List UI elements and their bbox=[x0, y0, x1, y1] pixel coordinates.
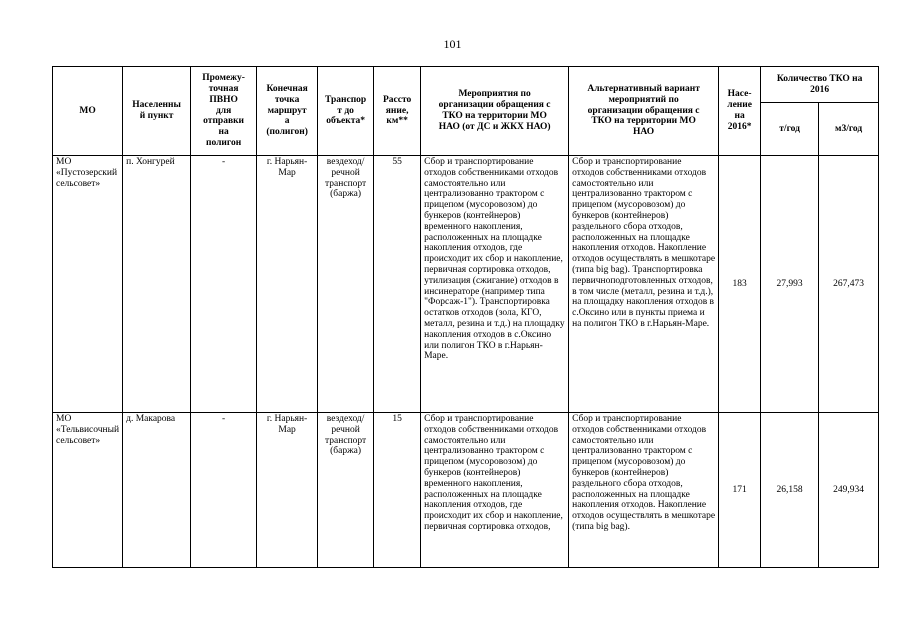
cell-measures: Сбор и транспортирование отходов собственниками отходов самостоятельно или централизованно трактором с прицепом (мусоровозом) до бункеров (контейнеров) временного накопления, расположенных на площадке накопления отходов, где происходит их сбор и накопление, первичная сортировка отходов, bbox=[421, 413, 569, 568]
table-row bbox=[53, 156, 879, 413]
cell-settlement: д. Макарова bbox=[123, 413, 191, 568]
table-row bbox=[53, 413, 879, 568]
cell-population: 183 bbox=[719, 156, 761, 413]
header-population: Насе- ление на 2016* bbox=[719, 67, 761, 156]
cell-alternative: Сбор и транспортирование отходов собственниками отходов самостоятельно или централизованно трактором с прицепом (мусоровозом) до бункеров (контейнеров) раздельного сбора отходов, расположенных на площадке накопления отходов. Накопление отходов осуществлять в мешкотаре (типа big bag). bbox=[569, 413, 719, 568]
header-t-year: т/год bbox=[761, 103, 819, 156]
cell-t-year: 26,158 bbox=[761, 413, 819, 568]
cell-m3-year: 249,934 bbox=[819, 413, 879, 568]
header-tko-group: Количество ТКО на 2016 bbox=[761, 67, 879, 103]
cell-distance: 15 bbox=[374, 413, 421, 568]
cell-population: 171 bbox=[719, 413, 761, 568]
cell-t-year: 27,993 bbox=[761, 156, 819, 413]
cell-intermediate: - bbox=[191, 413, 257, 568]
header-alternative: Альтернативный вариант мероприятий по организации обращения с ТКО на территории МО НАО bbox=[569, 67, 719, 156]
cell-intermediate: - bbox=[191, 156, 257, 413]
cell-distance: 55 bbox=[374, 156, 421, 413]
header-distance: Рассто яние, км** bbox=[374, 67, 421, 156]
cell-transport: вездеход/ речной транспорт (баржа) bbox=[318, 413, 374, 568]
header-intermediate: Промежу- точная ПВНО для отправки на полигон bbox=[191, 67, 257, 156]
cell-mo: МО «Пустозерский сельсовет» bbox=[53, 156, 123, 413]
cell-measures: Сбор и транспортирование отходов собственниками отходов самостоятельно или централизованно трактором с прицепом (мусоровозом) до бункеров (контейнеров) временного накопления, расположенных на площадке накопления отходов, где происходит их сбор и накопление, первичная сортировка отходов, утилизация (сжигание) отходов в инсинераторе (например типа "Форсаж-1"). Транспортировка остатков отходов (зола, КГО, металл, резина и т.д.) на площадку накопления отходов в с.Оксино или полигон ТКО в г.Нарьян-Маре. bbox=[421, 156, 569, 413]
cell-mo: МО «Тельвисочный сельсовет» bbox=[53, 413, 123, 568]
cell-settlement: п. Хонгурей bbox=[123, 156, 191, 413]
cell-endpoint: г. Нарьян- Мар bbox=[257, 413, 318, 568]
cell-endpoint: г. Нарьян- Мар bbox=[257, 156, 318, 413]
page-number: 101 bbox=[443, 37, 462, 51]
cell-m3-year: 267,473 bbox=[819, 156, 879, 413]
header-measures: Мероприятия по организации обращения с ТКО на территории МО НАО (от ДС и ЖКХ НАО) bbox=[421, 67, 569, 156]
header-endpoint: Конечная точка маршрут а (полигон) bbox=[257, 67, 318, 156]
cell-alternative: Сбор и транспортирование отходов собственниками отходов самостоятельно или централизованно трактором с прицепом (мусоровозом) до бункеров (контейнеров) раздельного сбора отходов, расположенных на площадке накопления отходов. Накопление отходов осуществлять в мешкотаре (типа big bag). Транспортировка первичноподготовленных отходов, в том числе (металл, резина и т.д.), на площадку накопления отходов в с.Оксино или в пункты приема и на полигон ТКО в г.Нарьян-Маре. bbox=[569, 156, 719, 413]
cell-transport: вездеход/ речной транспорт (баржа) bbox=[318, 156, 374, 413]
header-settlement: Населенны й пункт bbox=[123, 67, 191, 156]
header-mo: МО bbox=[53, 67, 123, 156]
header-transport: Транспор т до объекта* bbox=[318, 67, 374, 156]
tko-table bbox=[52, 66, 879, 568]
header-m3-year: м3/год bbox=[819, 103, 879, 156]
